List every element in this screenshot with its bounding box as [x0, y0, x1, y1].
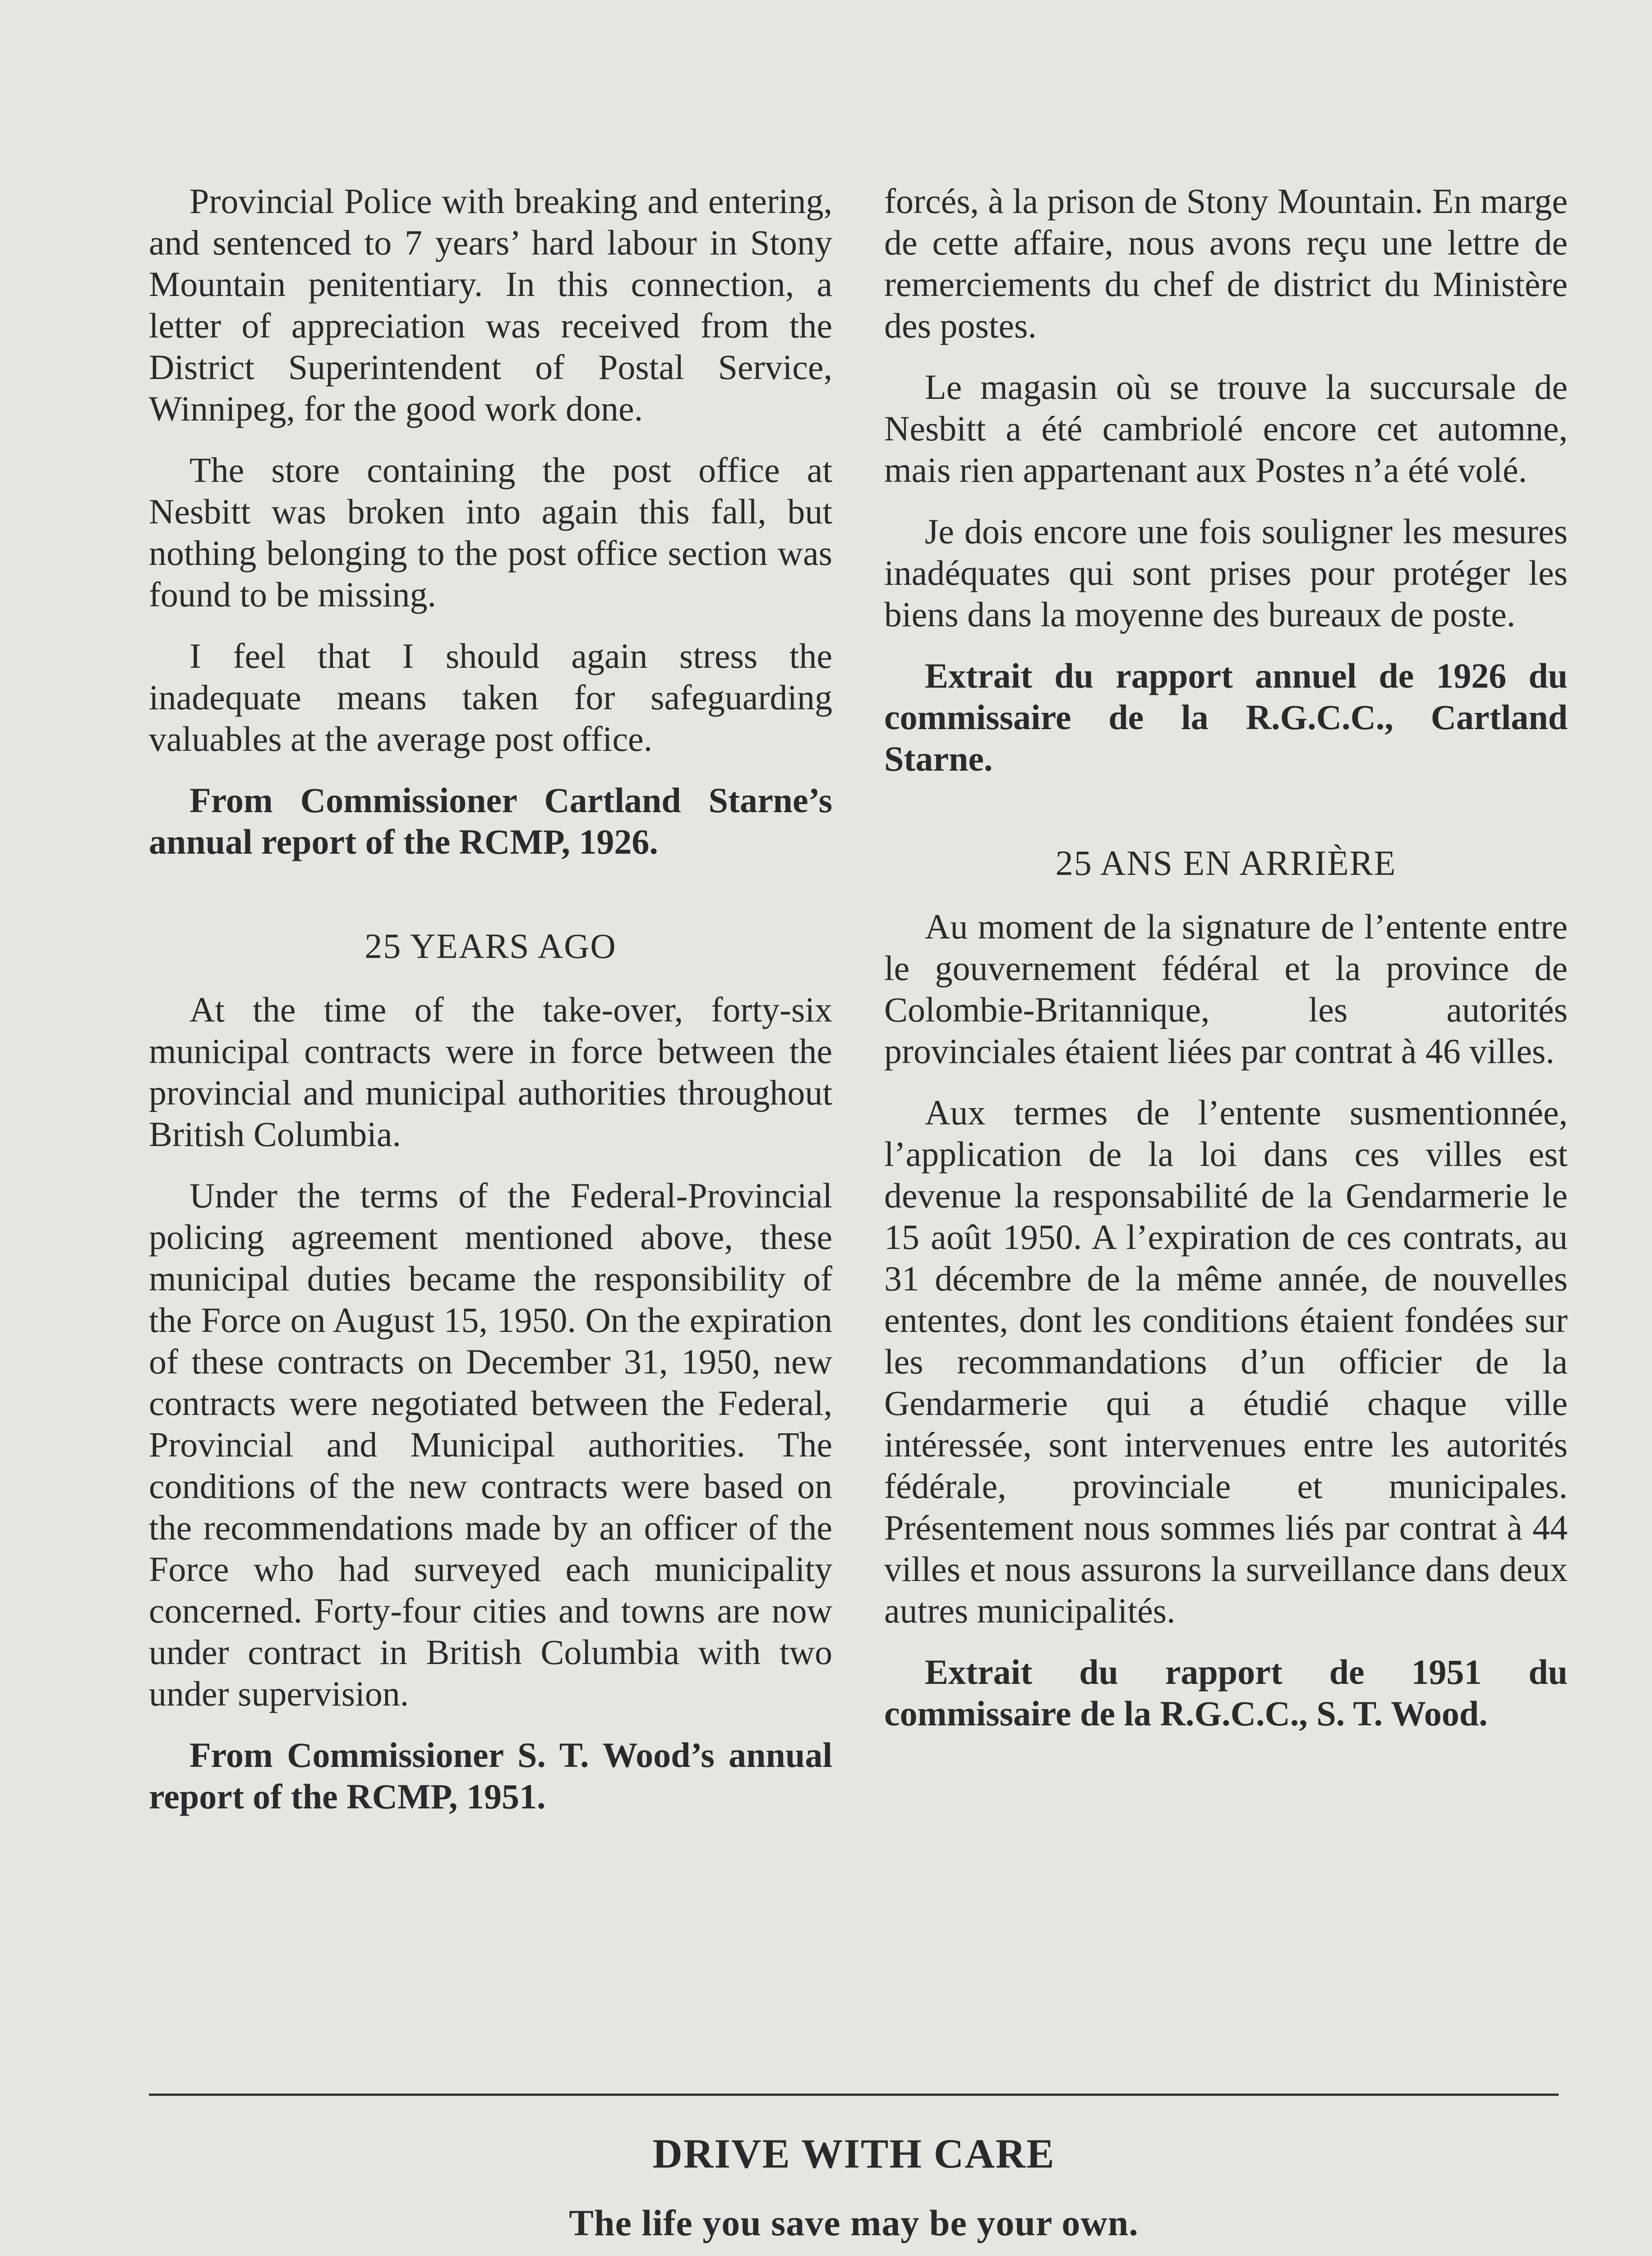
right-column-french: [884, 180, 1568, 1754]
paragraph: Provincial Police with breaking and entering, and sentenced to 7 years’ hard labour in Stony Mountain penitentiary. In this connection, a letter of appreciation was received from the District Superintendent of Postal Service, Winnipeg, for the good work done.: [149, 181, 832, 428]
banner-subtitle: The life you save may be your own.: [569, 2202, 1139, 2243]
banner-title: DRIVE WITH CARE: [652, 2131, 1055, 2177]
paragraph: Le magasin où se trouve la succursale de Nesbitt a été cambriolé encore cet automne, mais rien appartenant aux Postes n’a été volé.: [884, 367, 1568, 490]
paragraph: Au moment de la signature de l’entente entre le gouvernement fédéral et la province de Colombie-Britannique, les autorités provinciales étaient liées par contrat à 46 villes.: [884, 907, 1568, 1071]
paragraph: Under the terms of the Federal-Provincial policing agreement mentioned above, these municipal duties became the responsibility of the Force on August 15, 1950. On the expiration of these contracts on December 31, 1950, new contracts were negotiated between the Federal, Provincial and Municipal authorities. The conditions of the new contracts were based on the recommendations made by an officer of the Force who had surveyed each municipality concerned. Forty-four cities and towns are now under contract in British Columbia with two under supervision.: [149, 1176, 832, 1713]
paragraph: At the time of the take-over, forty-six municipal contracts were in force between the provincial and municipal authorities throughout British Columbia.: [149, 990, 832, 1154]
attribution: From Commissioner S. T. Wood’s annual report of the RCMP, 1951.: [149, 1735, 832, 1816]
paragraph: The store containing the post office at Nesbitt was broken into again this fall, but nothing belonging to the post office section was found to be missing.: [149, 450, 832, 614]
divider-top: [149, 2094, 1559, 2096]
section-heading: 25 ANS EN ARRIÈRE: [1055, 843, 1397, 883]
paragraph: I feel that I should again stress the inadequate means taken for safeguarding valuables at the average post office.: [149, 636, 832, 758]
attribution: From Commissioner Cartland Starne’s annual report of the RCMP, 1926.: [149, 781, 832, 861]
attribution: Extrait du rapport annuel de 1926 du commissaire de la R.G.C.C., Cartland Starne.: [884, 656, 1568, 778]
paragraph: Aux termes de l’entente susmentionnée, l’application de la loi dans ces villes est devenue la responsabilité de la Gendarmerie le 15 août 1950. A l’expiration de ces contrats, au 31 décembre de la même année, de nouvelles ententes, dont les conditions étaient fondées sur les recommandations d’un officier de la Gendarmerie qui a étudié chaque ville intéressée, sont intervenues entre les autorités fédérale, provinciale et municipales. Présentement nous sommes liés par contrat à 44 villes et nous assurons la surveillance dans deux autres municipalités.: [884, 1093, 1568, 1630]
section-heading: 25 YEARS AGO: [365, 926, 617, 966]
attribution: Extrait du rapport de 1951 du commissaire de la R.G.C.C., S. T. Wood.: [884, 1652, 1568, 1733]
paragraph: Je dois encore une fois souligner les mesures inadéquates qui sont prises pour protéger les biens dans la moyenne des bureaux de poste.: [884, 512, 1568, 634]
left-column-english: [149, 180, 832, 1837]
paragraph: forcés, à la prison de Stony Mountain. En marge de cette affaire, nous avons reçu une lettre de remerciements du chef de district du Ministère des postes.: [884, 181, 1568, 345]
